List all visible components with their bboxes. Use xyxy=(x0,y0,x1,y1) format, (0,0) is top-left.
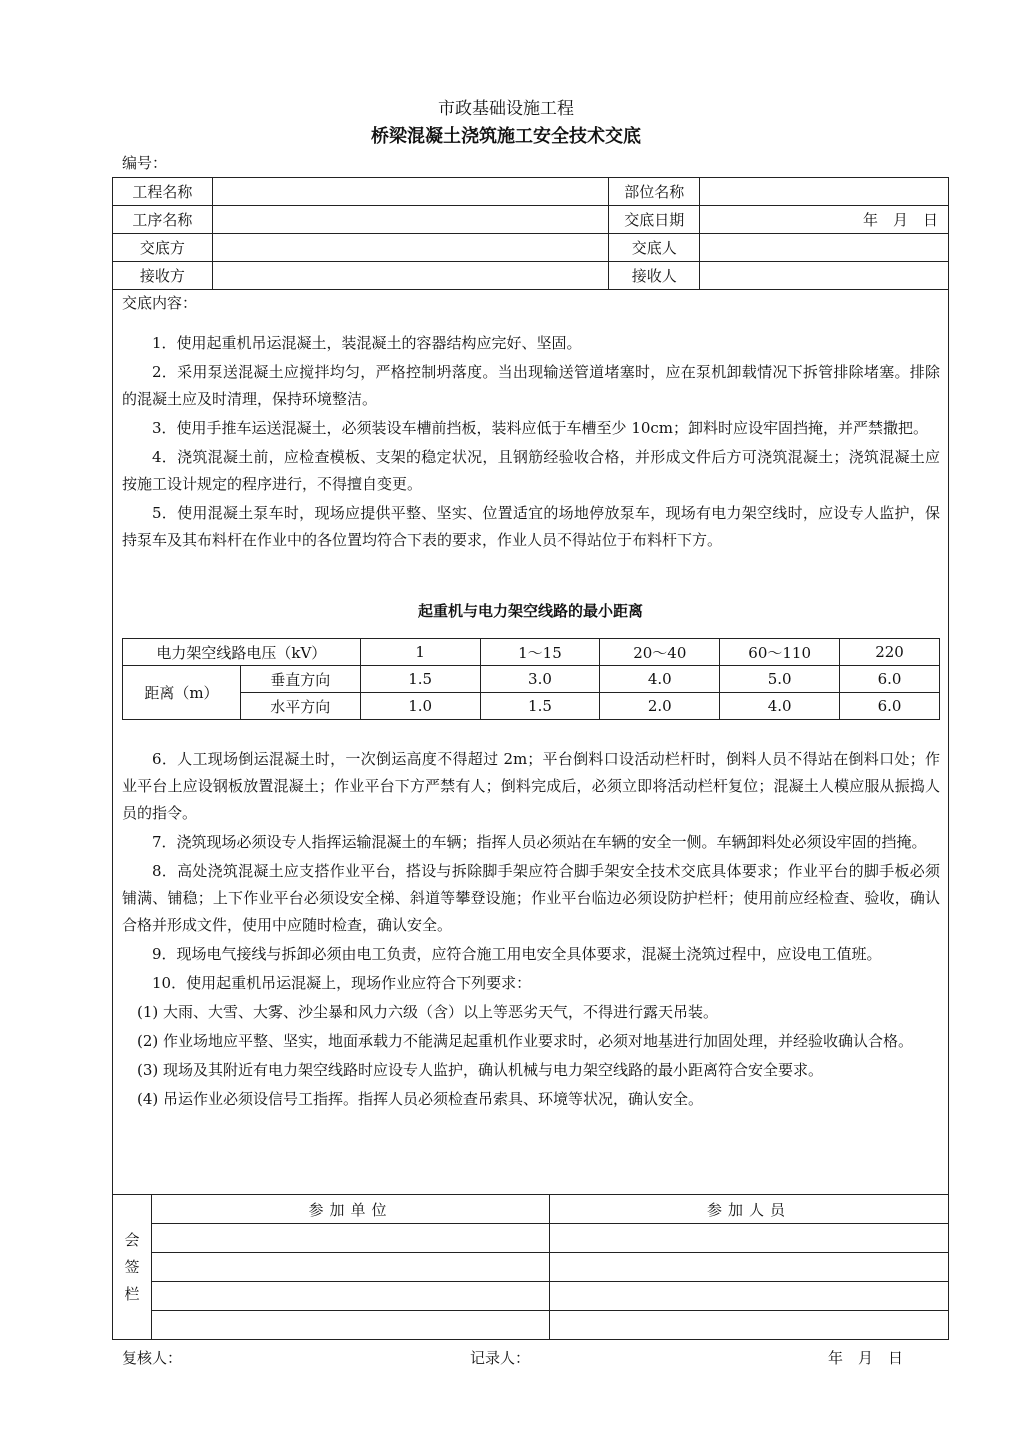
document-title: 桥梁混凝土浇筑施工安全技术交底 xyxy=(371,126,641,147)
receiver-party-field[interactable] xyxy=(212,262,608,290)
giver-party-label: 交底方 xyxy=(113,234,213,262)
document-subtitle: 市政基础设施工程 xyxy=(438,99,574,119)
reviewer-label: 复核人： xyxy=(122,1349,183,1367)
distance-table-caption: 起重机与电力架空线路的最小距离 xyxy=(417,602,643,620)
content-block-after-table xyxy=(122,746,940,1115)
content-sub-item: (2) 作业场地应平整、坚实，地面承载力不能满足起重机作业要求时，必须对地基进行加固处理，并经验收确认合格。 xyxy=(137,1032,914,1050)
info-row-project xyxy=(113,178,949,206)
person-header: 参加人员 xyxy=(549,1195,948,1224)
signature-row xyxy=(113,1311,949,1340)
horizontal-cell: 6.0 xyxy=(840,693,940,720)
signature-row xyxy=(113,1224,949,1253)
voltage-label: 电力架空线路电压（kV） xyxy=(123,639,361,666)
unit-field[interactable] xyxy=(151,1253,549,1282)
signature-row xyxy=(113,1282,949,1311)
recorder-label: 记录人： xyxy=(470,1349,531,1367)
horizontal-row xyxy=(123,693,940,720)
distance-label: 距离（m） xyxy=(123,666,241,720)
receiver-person-label: 接收人 xyxy=(609,262,700,290)
signature-table xyxy=(112,1194,949,1340)
vertical-cell: 5.0 xyxy=(720,666,840,693)
giver-party-field[interactable] xyxy=(212,234,608,262)
footer-date: 年 月 日 xyxy=(828,1349,904,1367)
part-name-field[interactable] xyxy=(700,178,949,206)
voltage-cell: 1～15 xyxy=(480,639,600,666)
content-block-before-table xyxy=(122,330,940,556)
distance-table xyxy=(122,638,940,720)
person-field[interactable] xyxy=(549,1253,948,1282)
content-item: 6．人工现场倒运混凝土时，一次倒运高度不得超过 2m；平台倒料口设活动栏杆时，倒料人员不得站在倒料口处；作业平台上应设钢板放置混凝土；作业平台下方严禁有人；倒料完成后，必须立即将活动栏杆复位；混凝土人模应服从振捣人员的指令。 xyxy=(122,750,940,822)
receiver-person-field[interactable] xyxy=(700,262,949,290)
signature-header-row xyxy=(113,1195,949,1224)
project-name-field[interactable] xyxy=(212,178,608,206)
unit-header: 参加单位 xyxy=(151,1195,549,1224)
giver-person-field[interactable] xyxy=(700,234,949,262)
unit-field[interactable] xyxy=(151,1224,549,1253)
voltage-row xyxy=(123,639,940,666)
content-item: 4．浇筑混凝土前，应检查模板、支架的稳定状况，且钢筋经验收合格，并形成文件后方可浇筑混凝土；浇筑混凝土应按施工设计规定的程序进行，不得擅自变更。 xyxy=(122,448,940,493)
unit-field[interactable] xyxy=(151,1311,549,1340)
person-field[interactable] xyxy=(549,1311,948,1340)
content-item: 3．使用手推车运送混凝土，必须装设车槽前挡板，装料应低于车槽至少 10cm；卸料时应设牢固挡掩，并严禁撒把。 xyxy=(152,419,929,437)
unit-field[interactable] xyxy=(151,1282,549,1311)
voltage-cell: 1 xyxy=(360,639,480,666)
content-item: 10．使用起重机吊运混凝上，现场作业应符合下列要求： xyxy=(152,974,532,992)
giver-person-label: 交底人 xyxy=(609,234,700,262)
horizontal-cell: 2.0 xyxy=(600,693,720,720)
content-sub-item: (3) 现场及其附近有电力架空线路时应设专人监护，确认机械与电力架空线路的最小距离符合安全要求。 xyxy=(137,1061,824,1079)
person-field[interactable] xyxy=(549,1282,948,1311)
date-field[interactable]: 年 月 日 xyxy=(700,206,949,234)
signature-column-label: 会 签 栏 xyxy=(113,1195,152,1340)
horizontal-cell: 4.0 xyxy=(720,693,840,720)
content-label: 交底内容： xyxy=(122,294,198,312)
horizontal-cell: 1.5 xyxy=(480,693,600,720)
vertical-cell: 1.5 xyxy=(360,666,480,693)
document-number-label: 编号： xyxy=(122,154,168,172)
vertical-cell: 4.0 xyxy=(600,666,720,693)
date-label: 交底日期 xyxy=(609,206,700,234)
content-item: 8．高处浇筑混凝土应支搭作业平台，搭设与拆除脚手架应符合脚手架安全技术交底具体要求；作业平台的脚手板必须铺满、铺稳；上下作业平台必须设安全梯、斜道等攀登设施；作业平台临边必须设防护栏杆；使用前应经检查、验收，确认合格并形成文件，使用中应随时检查，确认安全。 xyxy=(122,862,940,934)
vertical-row xyxy=(123,666,940,693)
content-item: 9．现场电气接线与拆卸必须由电工负责，应符合施工用电安全具体要求，混凝土浇筑过程中，应设电工值班。 xyxy=(152,945,882,963)
content-item: 7．浇筑现场必须设专人指挥运输混凝土的车辆；指挥人员必须站在车辆的安全一侧。车辆卸料处必须设牢固的挡掩。 xyxy=(152,833,927,851)
content-item: 1．使用起重机吊运混凝土，装混凝土的容器结构应完好、坚固。 xyxy=(152,334,582,352)
horizontal-label: 水平方向 xyxy=(240,693,360,720)
voltage-cell: 60～110 xyxy=(720,639,840,666)
info-row-receiver xyxy=(113,262,949,290)
voltage-cell: 20～40 xyxy=(600,639,720,666)
part-name-label: 部位名称 xyxy=(609,178,700,206)
info-table xyxy=(112,177,949,290)
process-name-field[interactable] xyxy=(212,206,608,234)
info-row-process xyxy=(113,206,949,234)
person-field[interactable] xyxy=(549,1224,948,1253)
info-row-giver xyxy=(113,234,949,262)
content-item: 5．使用混凝土泵车时，现场应提供平整、坚实、位置适宜的场地停放泵车，现场有电力架空线时，应设专人监护，保持泵车及其布料杆在作业中的各位置均符合下表的要求，作业人员不得站位于布料杆下方。 xyxy=(122,504,940,549)
content-sub-item: (4) 吊运作业必须设信号工指挥。指挥人员必须检查吊索具、环境等状况，确认安全。 xyxy=(137,1090,704,1108)
content-item: 2．采用泵送混凝土应搅拌均匀，严格控制坍落度。当出现输送管道堵塞时，应在泵机卸载情况下拆管排除堵塞。排除的混凝土应及时清理，保持环境整洁。 xyxy=(122,363,940,408)
signature-row xyxy=(113,1253,949,1282)
project-name-label: 工程名称 xyxy=(113,178,213,206)
content-sub-item: (1) 大雨、大雪、大雾、沙尘暴和风力六级（含）以上等恶劣天气，不得进行露天吊装。 xyxy=(137,1003,719,1021)
horizontal-cell: 1.0 xyxy=(360,693,480,720)
receiver-party-label: 接收方 xyxy=(113,262,213,290)
process-name-label: 工序名称 xyxy=(113,206,213,234)
voltage-cell: 220 xyxy=(840,639,940,666)
vertical-cell: 6.0 xyxy=(840,666,940,693)
vertical-label: 垂直方向 xyxy=(240,666,360,693)
vertical-cell: 3.0 xyxy=(480,666,600,693)
